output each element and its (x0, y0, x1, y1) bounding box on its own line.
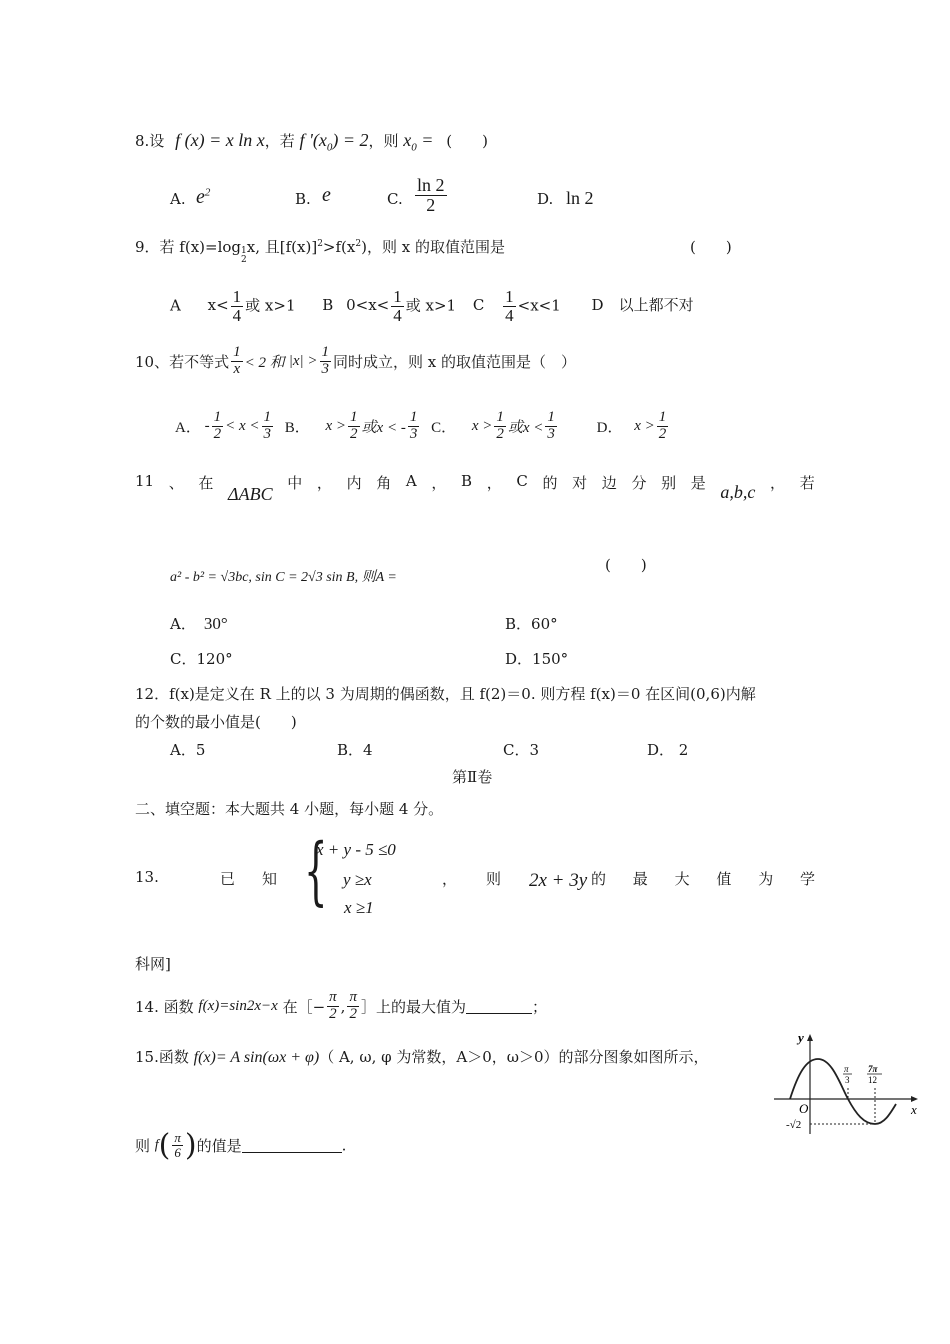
q8-option-c-value: $\frac{\ln 2}{2}$ (417, 175, 445, 215)
q12-option-d: D． 2 (647, 741, 689, 759)
q8-option-c: C. (387, 190, 403, 208)
q11-option-d: D．150° (505, 650, 569, 668)
tick-pi-den: 3 (845, 1075, 850, 1085)
q11-option-a: A． 30° (170, 614, 228, 633)
tick-pi-num: π (844, 1064, 849, 1074)
question-11: 11 、 在 ΔABC 中 ， 内 角 A ， B ， C 的 对 边 分 别 是 a,b,c ， 若 (135, 472, 815, 504)
question-14: 14. 函数 f(x)=sin2x−x 在［− $\frac{\pi}{2}$ , $\frac{\pi}{2}$ ］上的最大值为 ； (135, 989, 547, 1022)
question-12-line-1: 12．f(x)是定义在 R 上的以 3 为周期的偶函数，且 f(2)＝0. 则方程 f(x)＝0 在区间(0,6)内解 (135, 685, 756, 703)
q13-word-2: 知 (262, 870, 278, 888)
q13-comma: ， (442, 870, 458, 888)
q12-option-b: B．4 (337, 741, 373, 759)
q8-number: 8.设 (135, 132, 165, 150)
q12-option-a: A．5 (170, 741, 206, 759)
q8-answer-paren: ( ) (446, 132, 488, 150)
tick-7pi-den: 12 (868, 1075, 877, 1085)
question-8 (135, 130, 488, 154)
q13-word-1: 已 (220, 870, 236, 888)
neg-sqrt2-label: -√2 (786, 1119, 802, 1131)
section-heading: 二、填空题：本大题共 4 小题，每小题 4 分。 (135, 800, 444, 818)
q13-then: 则 (486, 870, 502, 888)
q13-number: 13. (135, 868, 159, 886)
x-label: x (911, 1102, 917, 1117)
q11-option-b: B．60° (505, 615, 558, 633)
q13-constraint-3: x ≥1 (344, 898, 374, 917)
y-label: y (798, 1030, 804, 1045)
q14-answer-blank[interactable] (466, 999, 532, 1014)
q8-function: f (x) = x ln x (175, 130, 265, 150)
q11-condition: a² - b² = √3bc, sin C = 2√3 sin B, 则A = (170, 570, 397, 585)
question-10: 10、若不等式 $\frac{1}{x}$ < 2 和 |x| > $\frac{1}{3}$ 同时成立，则 x 的取值范围是（ ） (135, 344, 576, 377)
section-title: 第Ⅱ卷 (452, 768, 493, 786)
q13-constraint-2: y ≥x (343, 870, 372, 889)
q9-answer-paren: ( ) (690, 238, 732, 256)
q13-brace: { (304, 828, 328, 914)
q8-x0: $x_0$ = (403, 130, 434, 154)
q13-line-2: 科网] (135, 955, 171, 973)
q8-option-d: D. (537, 190, 554, 208)
sine-graph (772, 1026, 922, 1136)
q8-derivative: f '$(x_0) = 2$ (299, 130, 369, 154)
origin-label: O (799, 1101, 809, 1116)
y-axis-arrow (807, 1034, 813, 1041)
q13-objective: 2x + 3y (529, 870, 588, 891)
q8-option-a-value: $e^2$ (196, 186, 211, 208)
question-9: 9．若 f(x)=log 1 2 x, 且$[f(x)]^2>f(x^2)$，则 x 的取值范围是 (135, 238, 505, 265)
q8-option-b-value: e (322, 184, 331, 206)
q8-option-d-value: ln 2 (566, 188, 594, 208)
q9-options: A x< $\frac{1}{4}$ 或 x>1 B 0<x< $\frac{1}{4}$ 或 x>1 C $\frac{1}{4}$ <x<1 D 以上都不对 (170, 287, 694, 325)
q13-tail: 的 最 大 值 为 学 (591, 870, 815, 888)
q15-answer-blank[interactable] (242, 1138, 342, 1153)
question-12-line-2: 的个数的最小值是( ) (135, 713, 297, 731)
q8-option-b: B. (295, 190, 311, 208)
q8-then: ，则 (368, 132, 399, 150)
q8-option-a: A. (170, 190, 186, 208)
q12-option-c: C．3 (503, 741, 540, 759)
q11-answer-paren: ( ) (605, 556, 647, 574)
tick-7pi-num: 7π (868, 1064, 878, 1074)
question-15-line-2: 则 f( $\frac{\pi}{6}$ )的值是 . (135, 1128, 347, 1163)
q8-if: ，若 (264, 132, 295, 150)
question-15: 15.函数 f(x)= A sin(ωx + φ)（ A, ω, φ 为常数，A＞0，ω＞0）的部分图象如图所示， (135, 1048, 709, 1066)
q13-constraint-1: x + y - 5 ≤0 (316, 840, 396, 859)
q10-options: A． - $\frac{1}{2}$ < x < $\frac{1}{3}$ B． x > $\frac{1}{2}$ 或x < - $\frac{1}{3}$ C． x > $\frac{1}{2}$ 或x < $\frac{1}{3}$ D． x > $\frac{1}{2}$ (175, 409, 667, 442)
q11-option-c: C．120° (170, 650, 233, 668)
sine-graph-figure (772, 1026, 922, 1136)
